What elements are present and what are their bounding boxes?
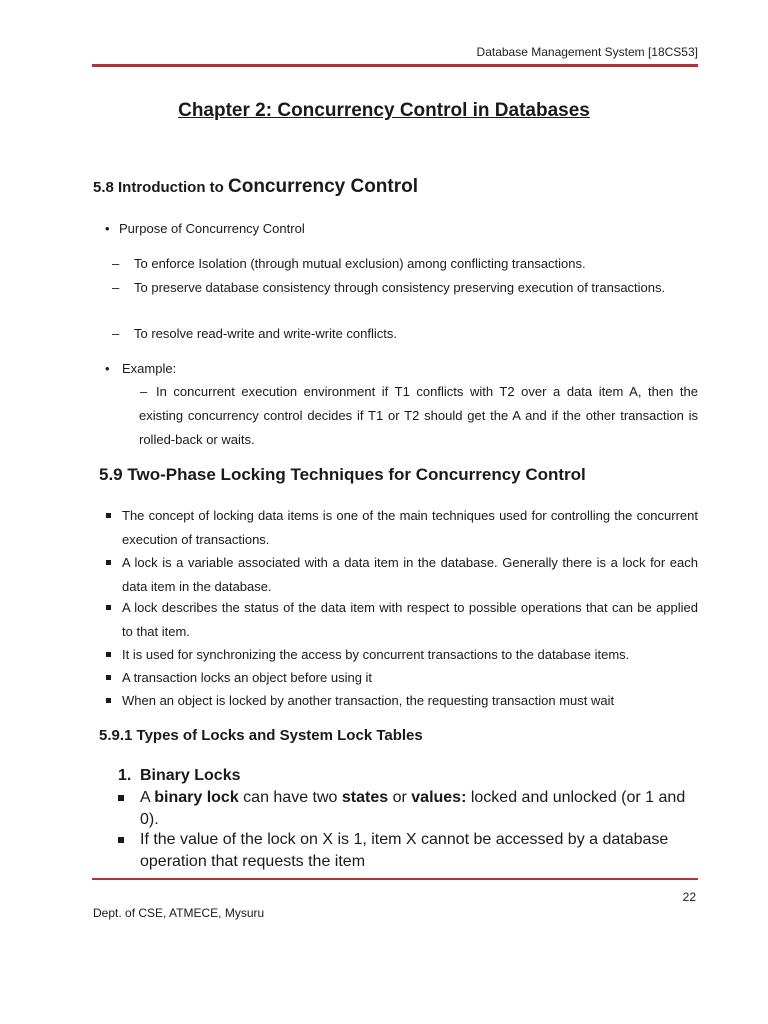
- section-5-9-bullet: It is used for synchronizing the access by concurrent transactions to the database items.: [122, 647, 630, 662]
- text-run: locked and unlocked (or 1 and 0).: [140, 789, 686, 828]
- header-rule: [92, 64, 698, 67]
- section-5-9-1-heading: 5.9.1 Types of Locks and System Lock Tables: [99, 727, 423, 744]
- example-text: In concurrent execution environment if T1 conflicts with T2 over a data item A, then the existing concurrency control decides if T1 or T2 should get the A and if the other transaction is rolled-back or waits.: [139, 384, 698, 447]
- purpose-label: Purpose of Concurrency Control: [119, 221, 305, 236]
- section-5-9-bullet: A lock is a variable associated with a data item in the database. Generally there is a lock for each data item in the database.: [122, 555, 698, 594]
- section-5-8-title: Concurrency Control: [228, 176, 419, 197]
- footer-dept: Dept. of CSE, ATMECE, Mysuru: [93, 906, 265, 920]
- example-label: Example:: [122, 361, 177, 376]
- text-run: or: [388, 789, 412, 806]
- chapter-title: Chapter 2: Concurrency Control in Databases: [178, 100, 590, 121]
- section-5-8-prefix: 5.8 Introduction to: [93, 179, 224, 196]
- section-5-8-heading: [93, 176, 418, 198]
- section-5-9-bullet: A lock describes the status of the data item with respect to possible operations that can be applied to that item.: [122, 600, 698, 639]
- footer-rule: [92, 878, 698, 880]
- bullet-square: [118, 795, 124, 801]
- dash-marker: –: [112, 256, 120, 271]
- bullet-square: [106, 652, 111, 657]
- text-run-bold: values:: [411, 789, 467, 806]
- section-5-9-bullet: A transaction locks an object before using it: [122, 670, 373, 685]
- dash-marker: –: [140, 384, 148, 399]
- section-5-9-heading: 5.9 Two-Phase Locking Techniques for Concurrency Control: [99, 465, 586, 484]
- binary-locks-title: Binary Locks: [140, 767, 241, 784]
- section-5-9-bullet: When an object is locked by another transaction, the requesting transaction must wait: [122, 693, 615, 708]
- running-header: Database Management System [18CS53]: [476, 45, 698, 59]
- text-run-bold: states: [341, 789, 389, 806]
- purpose-item: To enforce Isolation (through mutual exclusion) among conflicting transactions.: [134, 256, 586, 271]
- text-run-bold: binary lock: [154, 789, 239, 806]
- bullet-dot: •: [105, 361, 110, 376]
- dash-marker: –: [112, 280, 120, 295]
- bullet-square: [106, 513, 111, 518]
- text-run: A: [140, 789, 155, 806]
- bullet-square: [106, 560, 111, 565]
- binary-lock-bullet: If the value of the lock on X is 1, item X cannot be accessed by a database operation that requests the item: [140, 831, 669, 870]
- bullet-square: [106, 605, 111, 610]
- page-number: 22: [682, 890, 696, 904]
- purpose-item: To resolve read-write and write-write conflicts.: [134, 326, 397, 341]
- bullet-dot: •: [105, 221, 110, 236]
- bullet-square: [118, 837, 124, 843]
- section-5-9-bullet: The concept of locking data items is one of the main techniques used for controlling the concurrent execution of transactions.: [122, 508, 698, 547]
- bullet-square: [106, 698, 111, 703]
- text-run: can have two: [238, 789, 342, 806]
- dash-marker: –: [112, 326, 120, 341]
- binary-lock-bullet: [140, 787, 698, 831]
- bullet-square: [106, 675, 111, 680]
- purpose-item: To preserve database consistency through consistency preserving execution of transactions.: [134, 280, 666, 295]
- list-number: 1.: [118, 767, 132, 784]
